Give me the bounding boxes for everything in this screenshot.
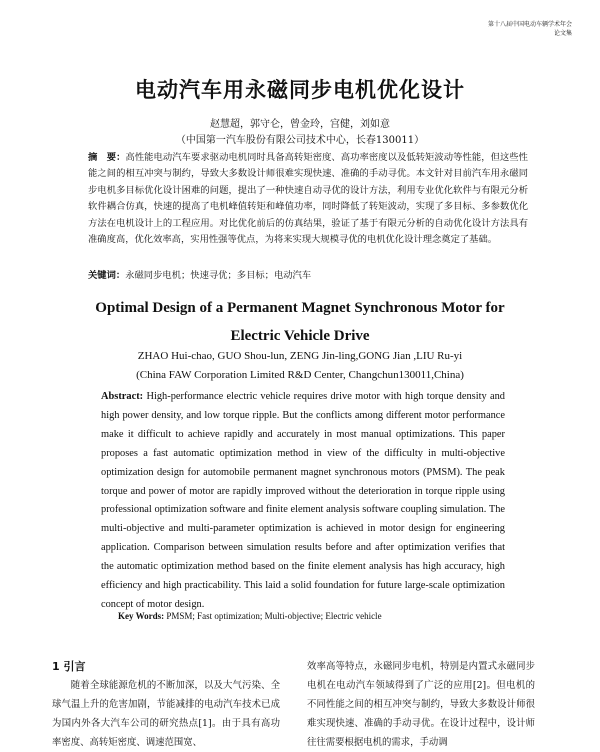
authors-cn: 赵慧超，郭守仑，曾金玲，宫健，刘如意 bbox=[210, 119, 390, 130]
affiliation-en: (China FAW Corporation Limited R&D Center, Changchun130011,China) bbox=[136, 369, 464, 381]
abstract-cn bbox=[88, 150, 528, 248]
keywords-cn-text: 永磁同步电机；快速寻优；多目标；电动汽车 bbox=[125, 270, 312, 281]
intro-text-left: 随着全球能源危机的不断加深，以及大气污染、全球气温上升的危害加剧，节能减排的电动汽车技术已成为国内外各大汽车公司的研究热点[1]。由于具有高功率密度、高转矩密度、调速范围宽、 bbox=[52, 680, 280, 748]
section-heading-intro: 1 引言 bbox=[52, 660, 86, 673]
keywords-cn bbox=[88, 267, 528, 281]
affiliation-cn: （中国第一汽车股份有限公司技术中心，长春130011） bbox=[175, 135, 425, 146]
authors-en: ZHAO Hui-chao, GUO Shou-lun, ZENG Jin-ling,GONG Jian ,LIU Ru-yi bbox=[137, 350, 463, 362]
abstract-en-text: High-performance electric vehicle requires drive motor with high torque density and high power density, and low torque ripple. But the conflicts among different motor performance make it difficult to achieve rapidly and accurately in most manual optimizations. This paper proposes a fast automatic optimization method in view of the difficulty in multi-objective optimization design for automobile permanent magnet synchronous motors (PMSM). The peak torque and power of motor are rapidly improved without the deterioration in torque ripple using professional optimization software and finite element analysis software coupling simulation. The multi-objective and multi-parameter optimization is achieved in motor design for engineering application. Comparison between simulation results before and after optimization verifies that the automatic optimization method based on the finite element analysis has high accuracy, high efficiency and high practicability. This laid a solid foundation for future large-scale optimization concept of motor design. bbox=[101, 391, 505, 610]
keywords-en-label: Key Words: bbox=[118, 611, 165, 621]
keywords-en bbox=[118, 611, 498, 621]
title-en-line-2: Electric Vehicle Drive bbox=[230, 328, 370, 344]
header-line-2: 论文集 bbox=[553, 30, 572, 37]
abstract-en bbox=[101, 388, 505, 615]
intro-text-right: 效率高等特点，永磁同步电机，特别是内置式永磁同步电机在电动汽车领域得到了广泛的应用[2]。但电机的不同性能之间的相互冲突与制约，导致大多数设计师很难实现快速、准确的手动寻优。在设计过程中，设计师往往需要根据电机的需求，手动调 bbox=[307, 661, 535, 748]
abstract-en-label: Abstract: bbox=[101, 391, 144, 402]
title-en-line-1: Optimal Design of a Permanent Magnet Synchronous Motor for bbox=[95, 300, 505, 316]
header-line-1: 第十八届中国电动车辆学术年会 bbox=[487, 21, 572, 28]
abstract-cn-text: 高性能电动汽车要求驱动电机同时具备高转矩密度、高功率密度以及低转矩波动等性能，但这些性能之间的相互冲突与制约，导致大多数设计师很难实现快速、准确的手动寻优。本文针对目前汽车用永磁同步电机多目标优化设计困难的问题，提出了一种快速自动寻优的设计方法，利用专业优化软件与有限元分析软件耦合仿真，快速的提高了电机峰值转矩和峰值功率，同时降低了转矩波动，实现了多目标、多参数优化方法在电机设计上的工程应用。对比优化前后的仿真结果，验证了基于有限元分析的自动优化设计方法具有准确度高，优化效率高，实用性强等优点，为将来实现大规模寻优的电机优化设计理念奠定了基础。 bbox=[88, 152, 528, 246]
paper-title-en bbox=[0, 294, 600, 350]
keywords-cn-label: 关键词： bbox=[88, 270, 126, 281]
intro-column-right bbox=[307, 657, 535, 752]
paper-title-cn: 电动汽车用永磁同步电机优化设计 bbox=[135, 78, 465, 102]
keywords-en-text: PMSM; Fast optimization; Multi-objective; Electric vehicle bbox=[166, 611, 382, 621]
intro-column-left bbox=[52, 657, 280, 752]
abstract-cn-label: 摘 要： bbox=[88, 152, 126, 163]
running-header bbox=[472, 20, 572, 38]
